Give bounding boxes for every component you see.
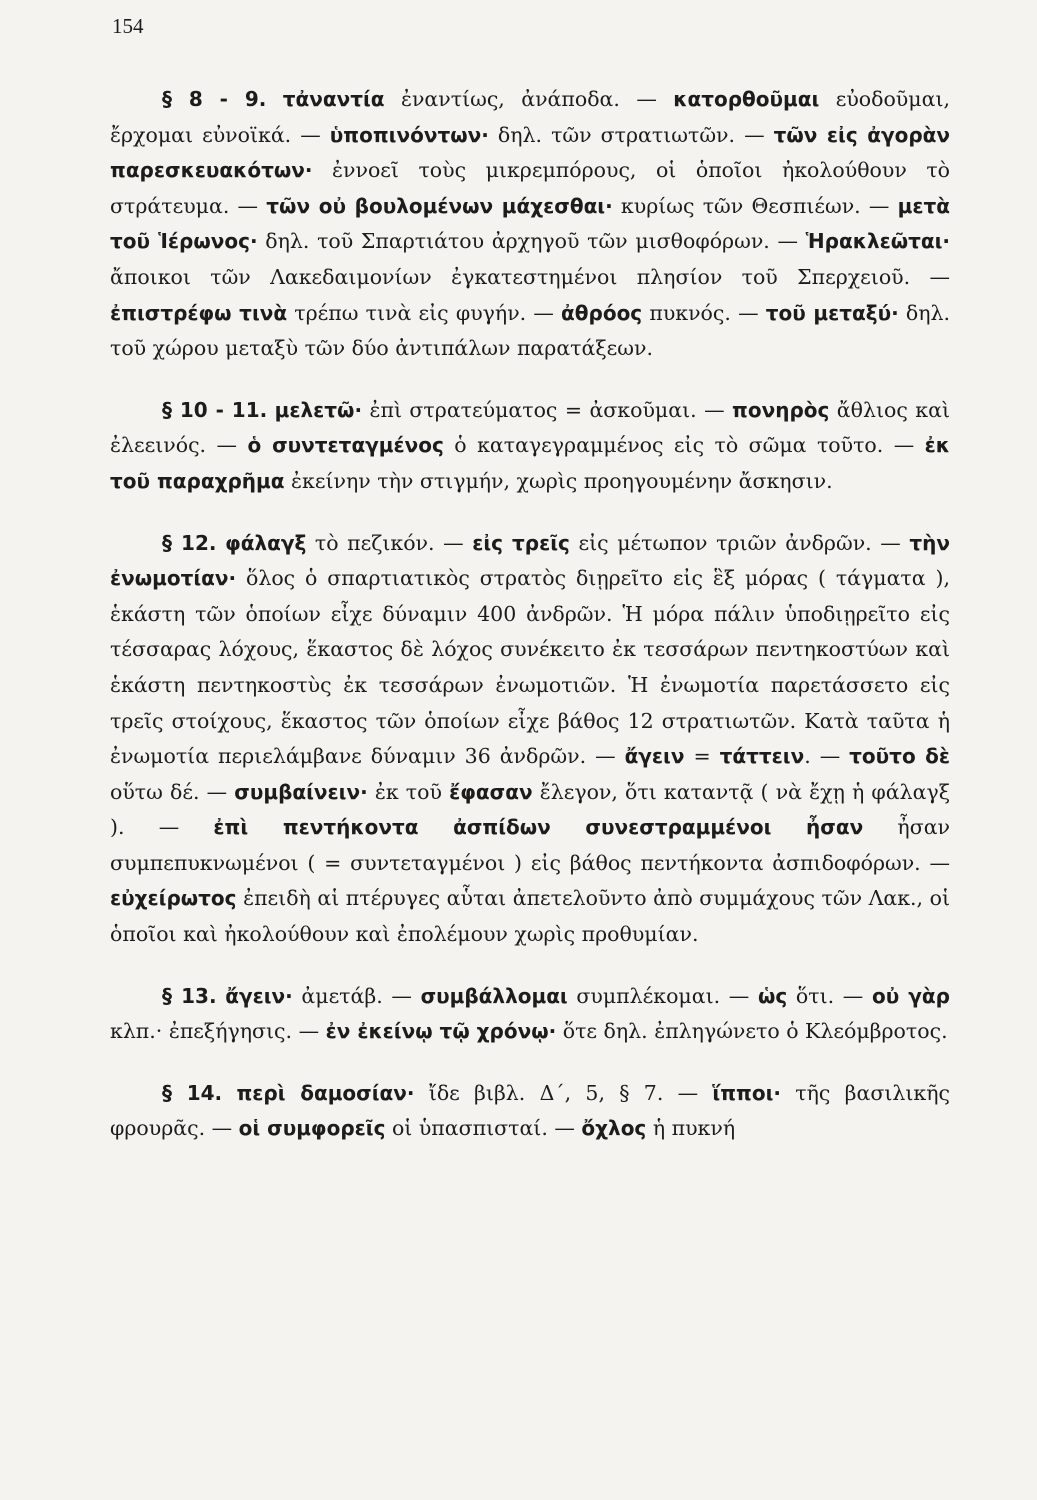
lemma-term: τἀναντία (282, 87, 385, 111)
commentary-text (110, 82, 950, 1173)
paragraph-section-13 (110, 979, 950, 1050)
lemma-term: μελετῶ· (274, 397, 363, 422)
gloss-text: ὅλος ὁ σπαρτιατικὸς στρατὸς διῃρεῖτο εἰς ἓξ μόρας ( τάγματα ), ἑκάστη τῶν ὁποίων εἶχε δύναμιν 400 ἀνδρῶν. Ἡ μόρα πάλιν ὑποδιῃρεῖτο εἰς τέσσαρας λόχους, ἕκαστος δὲ λόχος συνέκειτο ἐκ τεσσάρων πεντηκοστύων καὶ ἑκάστη πεντηκοστὺς ἐκ τεσσάρων ἐνωμοτιῶν. Ἡ ἐνωμοτία παρετάσσετο εἰς τρεῖς στοίχους, ἕκαστος τῶν ὁποίων εἶχε βάθος 12 στρατιωτῶν. Κατὰ ταῦτα ἡ ἐνωμοτία περιελάμβανε δύναμιν 36 ἀνδρῶν. — (110, 566, 950, 769)
gloss-text: ἄθλιος καὶ ἐλεεινός. — (110, 397, 950, 458)
lemma-term: συμβαίνειν· (234, 779, 368, 804)
gloss-text: κυρίως τῶν Θεσπιέων. — (612, 193, 898, 218)
paragraph-section-8-9 (110, 82, 950, 367)
lemma-term: ἵπποι· (712, 1080, 781, 1105)
gloss-text (216, 531, 225, 555)
gloss-text: δηλ. τοῦ Σπαρτιάτου ἀρχηγοῦ τῶν μισθοφόρων. — (257, 229, 806, 254)
section-marker: § 14. (162, 1080, 223, 1105)
lemma-term: ἐν ἐκείνῳ τῷ χρόνῳ· (325, 1019, 557, 1044)
lemma-term: εὐχείρωτος (110, 886, 237, 911)
section-marker: § 12. (162, 530, 217, 555)
lemma-term: ὁ συντεταγμένος (247, 433, 444, 458)
lemma-term: ἄγειν· (225, 983, 293, 1008)
gloss-text: εἰς μέτωπον τριῶν ἀνδρῶν. — (569, 530, 910, 555)
gloss-text: τῆς βασιλικῆς φρουρᾶς. — (110, 1080, 950, 1141)
lemma-term: τῶν οὐ βουλομένων μάχεσθαι· (266, 193, 613, 218)
page-number: 154 (112, 14, 144, 38)
lemma-term: τοῦ μεταξύ· (765, 300, 899, 325)
gloss-text: ἴδε βιβλ. Δ΄, 5, § 7. — (414, 1080, 713, 1105)
lemma-term: μετὰ τοῦ Ἱέρωνος· (110, 193, 951, 254)
lemma-term: τάττειν (719, 744, 805, 769)
section-marker: § 10 - 11. (162, 397, 268, 422)
gloss-text (267, 398, 274, 422)
lemma-term: ὑποπινόντων· (329, 122, 489, 147)
gloss-text: ἐπὶ στρατεύματος = ἀσκοῦμαι. — (362, 397, 733, 422)
lemma-term: οὐ γὰρ (871, 983, 950, 1008)
gloss-text (222, 1081, 236, 1105)
lemma-term: ἀθρόος (561, 300, 643, 325)
gloss-text: συμπλέκομαι. — (567, 983, 758, 1008)
gloss-text: ἐπειδὴ αἱ πτέρυγες αὗται ἀπετελοῦντο ἀπὸ συμμάχους τῶν Λακ., οἱ ὁποῖοι καὶ ἠκολούθουν καὶ ἐπολέμουν χωρὶς προθυμίαν. (110, 886, 950, 947)
section-marker: § 8 - 9. (162, 87, 267, 111)
gloss-text: κλπ.· ἐπεξήγησις. — (110, 1019, 326, 1044)
gloss-text: ἄποικοι τῶν Λακεδαιμονίων ἐγκατεστημένοι πλησίον τοῦ Σπερχειοῦ. — (110, 264, 950, 289)
lemma-term: πονηρὸς (732, 397, 830, 422)
gloss-text: ὅτι. — (787, 983, 872, 1008)
lemma-term: ἐκ τοῦ παραχρῆμα (110, 433, 950, 493)
lemma-term: ἄγειν (624, 744, 685, 769)
gloss-text: ἐκ τοῦ (367, 779, 450, 804)
section-marker: § 13. (162, 983, 217, 1008)
paragraph-section-10-11 (110, 393, 950, 500)
gloss-text: ἔλεγον, ὅτι καταντᾷ ( νὰ ἔχῃ ἡ φάλαγξ ). — (110, 779, 950, 840)
lemma-term: Ἡρακλεῶται· (805, 229, 951, 254)
gloss-text (217, 984, 226, 1008)
gloss-text: οἱ ὑπασπισταί. — (385, 1116, 582, 1141)
gloss-text: ἡ πυκνή (646, 1116, 736, 1141)
gloss-text: δηλ. τῶν στρατιωτῶν. — (488, 122, 774, 147)
lemma-term: συμβάλλομαι (420, 983, 568, 1008)
gloss-text: . — (804, 744, 850, 769)
gloss-text: τὸ πεζικόν. — (306, 530, 473, 555)
lemma-term: κατορθοῦμαι (673, 87, 820, 111)
lemma-term: τῶν εἰς ἀγορὰν παρεσκευακότων· (110, 122, 950, 183)
gloss-text (266, 87, 282, 111)
gloss-text: οὕτω δέ. — (110, 779, 235, 804)
lemma-term: ὄχλος (581, 1116, 647, 1141)
lemma-term: τὴν ἐνωμοτίαν· (110, 530, 950, 591)
gloss-text: τρέπω τινὰ εἰς φυγήν. — (287, 300, 562, 325)
gloss-text: δηλ. τοῦ χώρου μεταξὺ τῶν δύο ἀντιπάλων παρατάξεων. (110, 300, 950, 361)
gloss-text: ἐναντίως, ἀνάποδα. — (384, 87, 674, 111)
gloss-text: πυκνός. — (642, 300, 766, 325)
gloss-text: ἐννοεῖ τοὺς μικρεμπόρους, οἱ ὁποῖοι ἠκολούθουν τὸ στράτευμα. — (110, 158, 950, 218)
gloss-text: ἐκείνην τὴν στιγμήν, χωρὶς προηγουμένην ἄσκησιν. (284, 468, 833, 493)
gloss-text: ὁ καταγεγραμμένος εἰς τὸ σῶμα τοῦτο. — (443, 433, 925, 458)
paragraph-section-12 (110, 526, 950, 953)
gloss-text: ἀμετάβ. — (292, 983, 421, 1008)
lemma-term: εἰς τρεῖς (472, 530, 570, 555)
lemma-term: ἔφασαν (449, 779, 533, 804)
gloss-text: ὅτε δηλ. ἐπληγώνετο ὁ Κλεόμβροτος. (556, 1019, 948, 1044)
gloss-text: εὐοδοῦμαι, ἔρχομαι εὐνοϊκά. — (110, 87, 950, 147)
lemma-term: οἱ συμφορεῖς (238, 1116, 386, 1141)
lemma-term: φάλαγξ (225, 530, 307, 555)
lemma-term: ὡς (757, 983, 788, 1008)
gloss-text: ἦσαν συμπεπυκνωμένοι ( = συντεταγμένοι ) εἰς βάθος πεντήκοντα ἀσπιδοφόρων. — (110, 815, 950, 875)
gloss-text: = (684, 744, 720, 769)
lemma-term: περὶ δαμοσίαν· (236, 1080, 415, 1105)
paragraph-section-14 (110, 1076, 950, 1147)
lemma-term: ἐπὶ πεντήκοντα ἀσπίδων συνεστραμμένοι ἦσαν (213, 815, 864, 840)
lemma-term: ἐπιστρέφω τινὰ (110, 300, 288, 325)
lemma-term: τοῦτο δὲ (849, 744, 950, 769)
